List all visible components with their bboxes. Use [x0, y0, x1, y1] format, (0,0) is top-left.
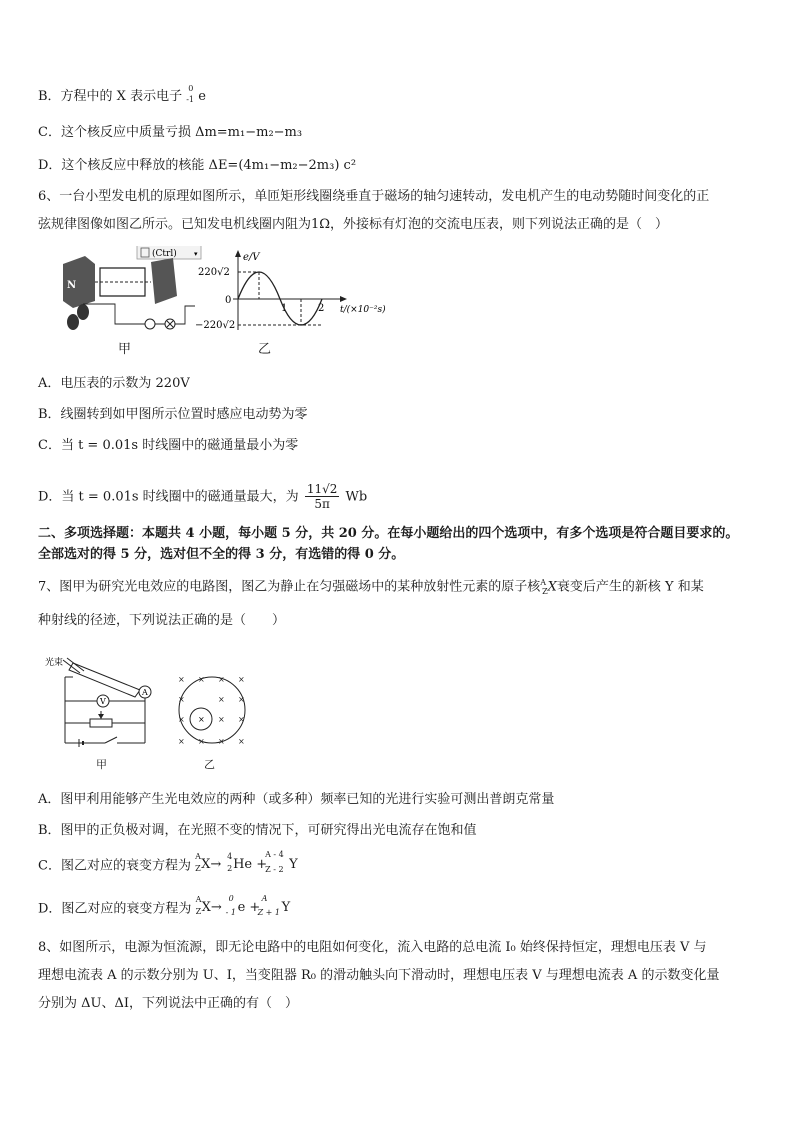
svg-text:×: × [218, 675, 225, 684]
electron-charge-number: -1 [186, 94, 195, 104]
light-beam-label: 光束 [45, 658, 64, 668]
q7-option-a: A．图甲利用能够产生光电效应的两种（或多种）频率已知的光进行实验可测出普朗克常量 [38, 792, 555, 807]
q7-option-d-text: D．图乙对应的衰变方程为 [38, 901, 192, 917]
q6-stem-line2: 弦规律图像如图乙所示。已知发电机线圈内阻为1Ω，外接标有灯泡的交流电压表，则下列说法正确的是（ ） [38, 217, 669, 232]
ymax-label: 220√2 [198, 267, 230, 278]
q7-option-d [38, 894, 496, 919]
ammeter-label: A [142, 688, 148, 697]
origin-label: 0 [225, 295, 232, 306]
x-axis-label: t/(×10⁻²s) [340, 305, 386, 315]
svg-text:×: × [198, 675, 205, 684]
x-tick-1: 1 [281, 303, 288, 314]
svg-text:×: × [238, 675, 245, 684]
q6-stem [38, 183, 760, 239]
beta-decay-equation: A Z X→ 0 - 1 e + A Z + 1 Y [195, 894, 291, 917]
q7-option-c-text: C．图乙对应的衰变方程为 [38, 858, 191, 874]
q8-stem [38, 934, 760, 1018]
rheostat [90, 719, 112, 727]
switch-symbol [105, 737, 117, 743]
external-circuit [83, 304, 195, 324]
fig-yi-label: 乙 [258, 342, 272, 357]
flux-fraction [305, 482, 340, 512]
flux-unit: Wb [345, 489, 368, 505]
generator-diagram [55, 246, 205, 338]
q7-stem-line2: 种射线的径迹，下列说法正确的是（ ） [38, 613, 286, 628]
q5-option-c: C．这个核反应中质量亏损 Δm=m₁−m₂−m₃ [38, 125, 303, 140]
large-track [179, 677, 245, 743]
voltmeter-symbol [145, 319, 155, 329]
svg-text:×: × [218, 737, 225, 746]
svg-text:×: × [198, 715, 205, 724]
section2-line1: 二、多项选择题：本题共 4 小题，每小题 5 分，共 20 分。在每小题给出的四个选项中，有多个选项是符合题目要求的。 [38, 526, 739, 541]
slip-ring-2 [67, 314, 79, 330]
q6-option-a: A．电压表的示数为 220V [38, 376, 190, 391]
svg-text:×: × [238, 715, 245, 724]
q8-stem-line3: 分别为 ΔU、ΔI，下列说法中正确的有（ ） [38, 996, 299, 1011]
voltmeter-label: V [100, 697, 106, 706]
svg-text:×: × [178, 737, 185, 746]
svg-text:×: × [178, 715, 185, 724]
emf-time-graph [195, 248, 395, 334]
electron-mass-number: 0 [188, 83, 194, 93]
alpha-decay-equation: A Z X→ 4 2 He + A - 4 Z - 2 Y [195, 850, 298, 874]
magnetic-field-tracks [172, 672, 252, 752]
q6-stem-line1: 6、一台小型发电机的原理如图所示，单匝矩形线圈绕垂直于磁场的轴匀速转动，发电机产生的电动势随时间变化的正 [38, 189, 710, 204]
flux-denominator: 5π [314, 497, 330, 512]
svg-text:×: × [178, 675, 185, 684]
magnet-n-label: N [67, 280, 77, 291]
q7-option-c [38, 850, 495, 876]
photoelectric-circuit [45, 655, 157, 765]
q8-stem-line1: 8、如图所示，电源为恒流源，即无论电路中的电阻如何变化，流入电路的总电流 I₀ 始终保持恒定，理想电压表 V 与 [38, 940, 707, 955]
svg-text:×: × [238, 695, 245, 704]
q5-option-b-text: B．方程中的 X 表示电子 [38, 89, 183, 104]
q8-stem-line2: 理想电流表 A 的示数分别为 U、I，当变阻器 R₀ 的滑动触头向下滑动时，理想电压表 V 与理想电流表 A 的示数变化量 [38, 968, 720, 983]
q6-option-d [38, 482, 367, 512]
q6-option-d-text: D．当 t = 0.01s 时线圈中的磁通量最大，为 [38, 489, 299, 505]
section2-line2: 全部选对的得 5 分，选对但不全的得 3 分，有选错的得 0 分。 [38, 547, 405, 562]
svg-text:×: × [198, 737, 205, 746]
electron-symbol: e [198, 89, 206, 104]
svg-text:×: × [218, 695, 225, 704]
q7-stem-part-a: 7、图甲为研究光电效应的电路图，图乙为静止在匀强磁场中的某种放射性元素的原子核 [38, 579, 541, 595]
svg-text:×: × [218, 715, 225, 724]
flux-numerator: 11√2 [306, 482, 338, 496]
q7-stem-part-b: 衰变后产生的新核 Y 和某 [556, 579, 704, 595]
svg-text:×: × [238, 737, 245, 746]
q7-fig-jia-label: 甲 [96, 758, 107, 771]
magnet-south [151, 258, 177, 304]
y-axis-label: e/V [243, 252, 260, 263]
q5-option-b [38, 83, 206, 105]
ymin-label: −220√2 [195, 320, 236, 331]
x-tick-2: 2 [318, 303, 325, 314]
q6-option-c: C．当 t = 0.01s 时线圈中的磁通量最小为零 [38, 438, 299, 453]
svg-text:×: × [178, 695, 185, 704]
fig-jia-label: 甲 [118, 342, 132, 357]
chevron-down-icon: ▾ [194, 250, 198, 258]
q7-stem-line1: 7、图甲为研究光电效应的电路图，图乙为静止在匀强磁场中的某种放射性元素的原子核$^A_Z$X衰变后产生的新核 Y 和某 [38, 578, 704, 596]
q7-fig-yi-label: 乙 [204, 758, 215, 771]
q7-option-b: B．图甲的正负极对调，在光照不变的情况下，可研究得出光电流存在饱和值 [38, 823, 477, 838]
q6-option-b: B．线圈转到如甲图所示位置时感应电动势为零 [38, 407, 308, 422]
slip-ring-1 [77, 304, 89, 320]
q5-option-d: D．这个核反应中释放的核能 ΔE=(4m₁−m₂−2m₃) c² [38, 158, 357, 173]
ctrl-badge-text: (Ctrl) [152, 249, 177, 259]
